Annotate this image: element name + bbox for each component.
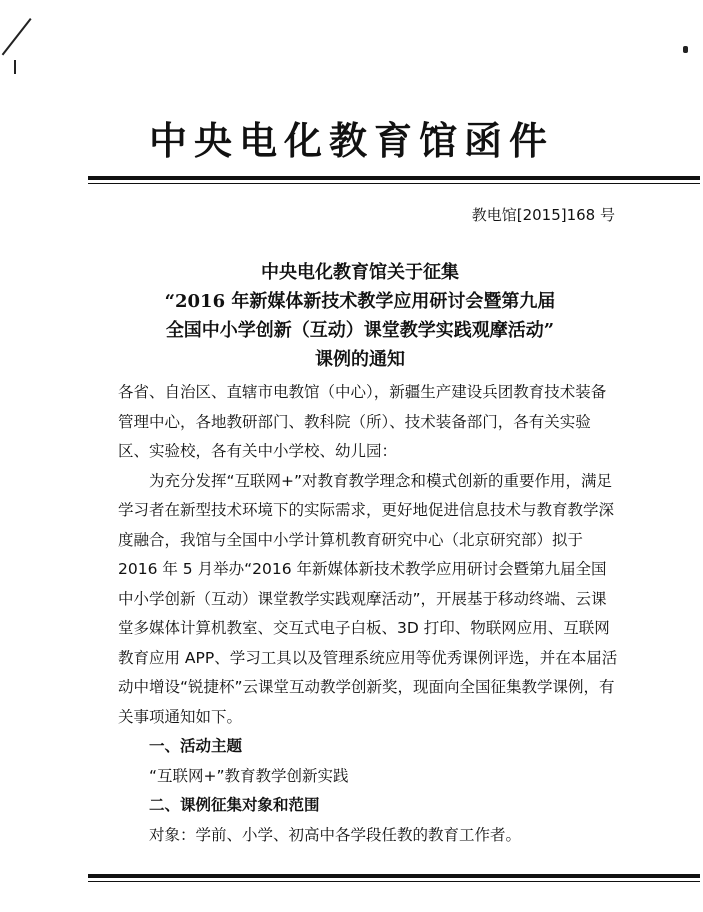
salutation: 各省、自治区、直辖市电教馆（中心），新疆生产建设兵团教育技术装备管理中心，各地教研部门、教科院（所）、技术装备部门，各有关实验区、实验校，各有关中小学校、幼儿园： [118, 383, 607, 460]
title-line: 课例的通知 [315, 349, 405, 370]
header-rule [88, 176, 700, 180]
title-line: “2016 年新媒体新技术教学应用研讨会暨第九届 [164, 291, 556, 312]
section-heading: 二、课例征集对象和范围 [149, 796, 320, 814]
scan-mark [14, 60, 16, 74]
document-number: 教电馆[2015]168 号 [471, 206, 615, 224]
footer-rule [88, 881, 700, 882]
header-rule [88, 183, 700, 184]
section-text: 对象：学前、小学、初高中各学段任教的教育工作者。 [149, 825, 522, 844]
title-line: 中央电化教育馆关于征集 [261, 262, 459, 283]
section-heading: 一、活动主题 [149, 737, 243, 755]
section-text: “互联网+”教育教学创新实践 [149, 766, 349, 785]
letterhead-title: 中央电化教育馆函件 [148, 118, 554, 163]
scan-mark [683, 46, 688, 53]
notice-title [60, 258, 660, 374]
notice-body [118, 378, 618, 850]
footer-rule [88, 874, 700, 878]
intro-paragraph: 为充分发挥“互联网+”对教育教学理念和模式创新的重要作用，满足学习者在新型技术环境下的实际需求，更好地促进信息技术与教育教学深度融合，我馆与全国中小学计算机教育研究中心（北京研究部）拟于 2016 年 5 月举办“2016 年新媒体新技术教学应用研讨会暨第九届全国中小学创新（互动）课堂教学实践观摩活动”，开展基于移动终端、云课堂多媒体计算机教室、交互式电子白板、3D 打印、物联网应用、互联网教育应用 APP、学习工具以及管理系统应用等优秀课例评选，并在本届活动中增设“锐捷杯”云课堂互动教学创新奖，现面向全国征集教学课例，有关事项通知如下。 [118, 471, 618, 726]
scan-mark [2, 18, 32, 55]
title-line: 全国中小学创新（互动）课堂教学实践观摩活动” [165, 320, 555, 341]
